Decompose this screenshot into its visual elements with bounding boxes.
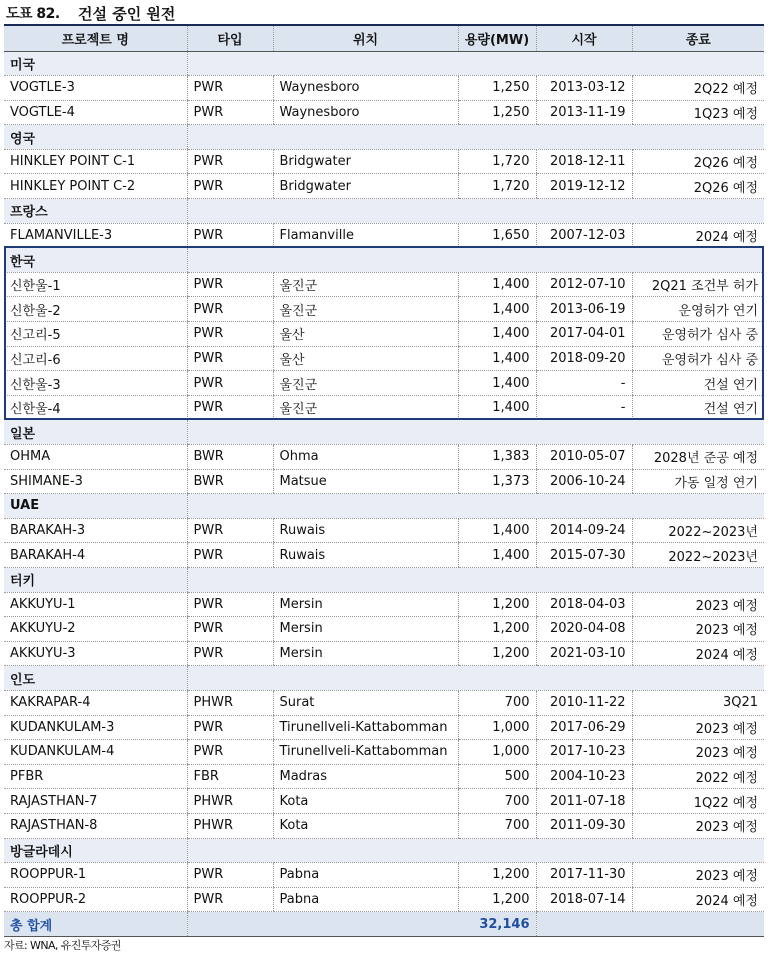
reactor-table [4,24,764,937]
cell-start: 2014-09-24 [536,518,632,543]
cell-end: 2023 예정 [632,740,764,765]
cell-type: PWR [187,518,273,543]
total-row [4,912,764,937]
cell-start: 2007-12-03 [536,223,632,248]
cell-project: VOGTLE-3 [4,76,187,101]
cell-end: 2022~2023년 [632,543,764,568]
cell-capacity: 1,000 [458,740,536,765]
table-row [4,543,764,568]
group-label: 미국 [4,51,187,76]
group-row [4,199,764,224]
source-note: 자료: WNA, 유진투자증권 [4,939,121,952]
cell-end: 가동 일정 연기 [632,469,764,494]
cell-capacity: 1,400 [458,543,536,568]
col-header-type: 타입 [187,25,273,51]
cell-project: AKKUYU-2 [4,617,187,642]
cell-location: Mersin [273,617,458,642]
cell-type: PWR [187,592,273,617]
table-row [4,272,764,297]
cell-type: PWR [187,641,273,666]
cell-project: KAKRAPAR-4 [4,690,187,715]
cell-capacity: 1,373 [458,469,536,494]
cell-type: PWR [187,887,273,912]
cell-type: PWR [187,715,273,740]
cell-project: 신고리-6 [4,346,187,371]
cell-capacity: 1,383 [458,445,536,470]
cell-end: 2022 예정 [632,764,764,789]
group-filler [187,494,764,519]
cell-end: 2024 예정 [632,223,764,248]
cell-project: FLAMANVILLE-3 [4,223,187,248]
cell-location: Waynesboro [273,100,458,125]
group-filler [187,248,764,273]
cell-type: PHWR [187,789,273,814]
group-row [4,494,764,519]
cell-end: 2028년 준공 예정 [632,445,764,470]
cell-location: Pabna [273,863,458,888]
cell-start: 2004-10-23 [536,764,632,789]
group-filler [187,420,764,445]
group-row [4,838,764,863]
cell-start: 2017-04-01 [536,322,632,347]
cell-type: PWR [187,740,273,765]
cell-start: 2011-07-18 [536,789,632,814]
cell-location: Mersin [273,592,458,617]
cell-project: PFBR [4,764,187,789]
cell-project: BARAKAH-3 [4,518,187,543]
cell-location: Surat [273,690,458,715]
cell-end: 2022~2023년 [632,518,764,543]
group-filler [187,666,764,691]
cell-project: 신한울-3 [4,371,187,396]
col-header-project: 프로젝트 명 [4,25,187,51]
cell-capacity: 1,200 [458,641,536,666]
cell-capacity: 1,250 [458,76,536,101]
cell-project: ROOPPUR-2 [4,887,187,912]
cell-capacity: 1,400 [458,395,536,420]
table-row [4,395,764,420]
table-row [4,149,764,174]
group-row [4,666,764,691]
cell-project: 신한울-1 [4,272,187,297]
cell-capacity: 1,000 [458,715,536,740]
cell-type: PWR [187,149,273,174]
table-row [4,297,764,322]
cell-type: PWR [187,543,273,568]
cell-start: 2019-12-12 [536,174,632,199]
cell-location: Ruwais [273,518,458,543]
cell-type: BWR [187,445,273,470]
table-row [4,346,764,371]
cell-start: 2010-11-22 [536,690,632,715]
table-title [0,2,769,24]
group-row [4,125,764,150]
cell-start: 2017-10-23 [536,740,632,765]
cell-location: 울산 [273,322,458,347]
group-row [4,420,764,445]
cell-start: 2013-06-19 [536,297,632,322]
table-row [4,617,764,642]
cell-project: AKKUYU-1 [4,592,187,617]
table-row [4,223,764,248]
cell-start: 2010-05-07 [536,445,632,470]
cell-end: 1Q23 예정 [632,100,764,125]
cell-capacity: 1,400 [458,346,536,371]
cell-project: RAJASTHAN-8 [4,813,187,838]
cell-location: Madras [273,764,458,789]
cell-location: Bridgwater [273,174,458,199]
cell-project: 신한울-4 [4,395,187,420]
col-header-start: 시작 [536,25,632,51]
cell-project: KUDANKULAM-3 [4,715,187,740]
cell-location: Waynesboro [273,76,458,101]
group-label: 영국 [4,125,187,150]
cell-capacity: 1,200 [458,887,536,912]
cell-capacity: 1,400 [458,297,536,322]
cell-capacity: 1,400 [458,322,536,347]
group-filler [187,51,764,76]
cell-capacity: 700 [458,690,536,715]
cell-end: 2023 예정 [632,863,764,888]
table-row [4,469,764,494]
cell-end: 건설 연기 [632,371,764,396]
cell-end: 1Q22 예정 [632,789,764,814]
cell-project: KUDANKULAM-4 [4,740,187,765]
cell-location: Tirunellveli-Kattabomman [273,740,458,765]
col-header-end: 종료 [632,25,764,51]
table-row [4,863,764,888]
table-row [4,518,764,543]
cell-project: AKKUYU-3 [4,641,187,666]
cell-project: 신고리-5 [4,322,187,347]
table-row [4,715,764,740]
cell-end: 운영허가 심사 중 [632,322,764,347]
cell-start: 2020-04-08 [536,617,632,642]
group-label: 터키 [4,567,187,592]
cell-project: OHMA [4,445,187,470]
group-filler [187,199,764,224]
cell-location: Pabna [273,887,458,912]
cell-type: PWR [187,863,273,888]
cell-project: BARAKAH-4 [4,543,187,568]
cell-type: PWR [187,272,273,297]
cell-end: 2024 예정 [632,641,764,666]
cell-location: Bridgwater [273,149,458,174]
cell-type: PWR [187,223,273,248]
cell-end: 2Q21 조건부 허가 [632,272,764,297]
group-label: 방글라데시 [4,838,187,863]
cell-location: Tirunellveli-Kattabomman [273,715,458,740]
cell-start: 2017-11-30 [536,863,632,888]
cell-type: PWR [187,371,273,396]
cell-capacity: 1,400 [458,272,536,297]
cell-capacity: 1,720 [458,149,536,174]
figure-title: 건설 중인 원전 [78,5,176,23]
cell-location: 울산 [273,346,458,371]
cell-end: 2024 예정 [632,887,764,912]
cell-project: ROOPPUR-1 [4,863,187,888]
cell-capacity: 1,720 [458,174,536,199]
cell-capacity: 1,650 [458,223,536,248]
cell-capacity: 1,200 [458,617,536,642]
cell-end: 2023 예정 [632,592,764,617]
cell-end: 2Q26 예정 [632,149,764,174]
group-label: 한국 [4,248,187,273]
cell-type: PWR [187,100,273,125]
group-filler [187,838,764,863]
cell-type: PHWR [187,813,273,838]
cell-end: 2Q22 예정 [632,76,764,101]
cell-project: RAJASTHAN-7 [4,789,187,814]
cell-type: PWR [187,174,273,199]
cell-project: 신한울-2 [4,297,187,322]
cell-project: SHIMANE-3 [4,469,187,494]
table-row [4,789,764,814]
cell-end: 2Q26 예정 [632,174,764,199]
cell-location: Matsue [273,469,458,494]
total-filler [536,912,764,937]
table-row [4,592,764,617]
cell-start: 2018-07-14 [536,887,632,912]
col-header-location: 위치 [273,25,458,51]
cell-type: PWR [187,395,273,420]
table-row [4,740,764,765]
group-filler [187,567,764,592]
cell-location: 울진군 [273,272,458,297]
group-label: 인도 [4,666,187,691]
group-label: 일본 [4,420,187,445]
cell-capacity: 1,200 [458,592,536,617]
cell-capacity: 1,250 [458,100,536,125]
cell-start: 2018-09-20 [536,346,632,371]
group-filler [187,125,764,150]
cell-type: BWR [187,469,273,494]
cell-end: 2023 예정 [632,813,764,838]
group-row [4,51,764,76]
table-row [4,641,764,666]
table-row [4,813,764,838]
cell-end: 3Q21 [632,690,764,715]
table-row [4,690,764,715]
cell-capacity: 1,400 [458,371,536,396]
cell-start: 2006-10-24 [536,469,632,494]
cell-start: 2018-04-03 [536,592,632,617]
cell-type: FBR [187,764,273,789]
cell-type: PWR [187,297,273,322]
cell-start: 2021-03-10 [536,641,632,666]
cell-capacity: 700 [458,813,536,838]
cell-end: 2023 예정 [632,715,764,740]
cell-type: PHWR [187,690,273,715]
total-capacity: 32,146 [187,912,536,937]
header-row [4,25,764,51]
table-row [4,887,764,912]
table-row [4,76,764,101]
cell-project: HINKLEY POINT C-2 [4,174,187,199]
cell-start: 2013-03-12 [536,76,632,101]
table-row [4,100,764,125]
table-row [4,764,764,789]
cell-capacity: 1,400 [458,518,536,543]
cell-end: 운영허가 연기 [632,297,764,322]
group-label: UAE [4,494,187,519]
figure-number: 도표 82. [6,6,60,22]
group-label: 프랑스 [4,199,187,224]
total-label: 총 합계 [4,912,187,937]
cell-location: Ruwais [273,543,458,568]
cell-end: 건설 연기 [632,395,764,420]
group-row [4,248,764,273]
cell-location: Kota [273,789,458,814]
col-header-capacity: 용량(MW) [458,25,536,51]
cell-start: 2011-09-30 [536,813,632,838]
cell-type: PWR [187,322,273,347]
cell-end: 운영허가 심사 중 [632,346,764,371]
cell-start: 2013-11-19 [536,100,632,125]
table-row [4,371,764,396]
cell-project: HINKLEY POINT C-1 [4,149,187,174]
table-row [4,174,764,199]
table-row [4,445,764,470]
cell-location: Kota [273,813,458,838]
cell-end: 2023 예정 [632,617,764,642]
cell-start: 2018-12-11 [536,149,632,174]
cell-type: PWR [187,76,273,101]
group-row [4,567,764,592]
cell-location: Mersin [273,641,458,666]
cell-location: Ohma [273,445,458,470]
table-row [4,322,764,347]
cell-start: 2017-06-29 [536,715,632,740]
cell-capacity: 1,200 [458,863,536,888]
cell-start: 2012-07-10 [536,272,632,297]
cell-type: PWR [187,346,273,371]
cell-location: 울진군 [273,395,458,420]
cell-start: 2015-07-30 [536,543,632,568]
cell-project: VOGTLE-4 [4,100,187,125]
cell-capacity: 500 [458,764,536,789]
cell-location: Flamanville [273,223,458,248]
cell-location: 울진군 [273,297,458,322]
cell-capacity: 700 [458,789,536,814]
cell-location: 울진군 [273,371,458,396]
cell-start: - [536,395,632,420]
cell-start: - [536,371,632,396]
cell-type: PWR [187,617,273,642]
